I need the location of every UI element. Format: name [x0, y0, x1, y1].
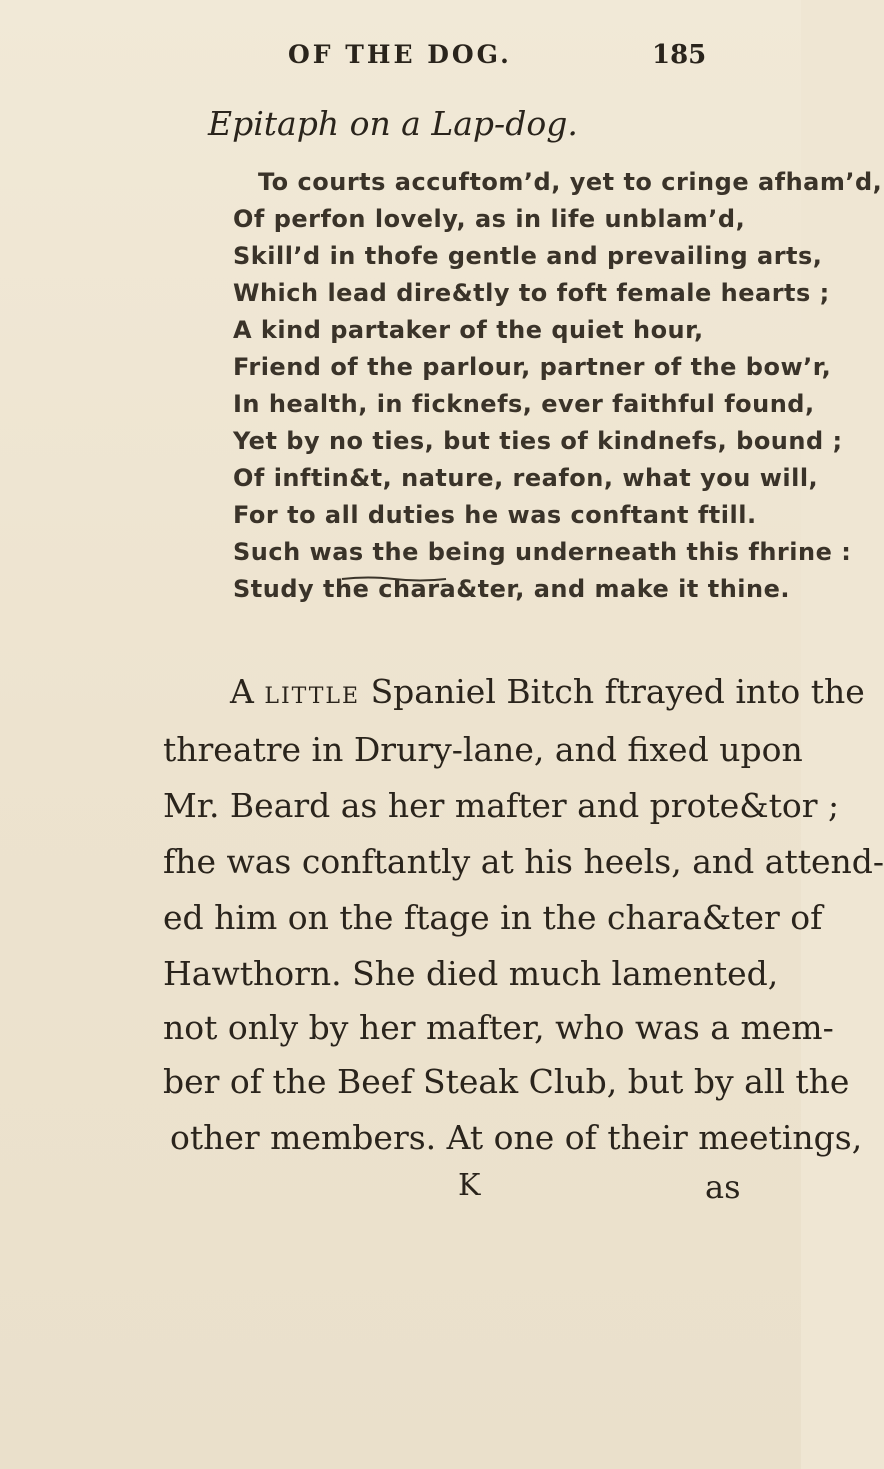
poem-line: To courts accuftom’d, yet to cringe afham’d, — [258, 168, 883, 196]
prose-line: not only by her mafter, who was a mem- — [163, 1008, 834, 1047]
signature-mark: K — [458, 1168, 481, 1203]
prose-line: other members. At one of their meetings, — [170, 1118, 863, 1157]
poem-line: Which lead dire&tly to foft female hearts ; — [233, 279, 830, 307]
poem-line: Skill’d in thofe gentle and prevailing arts, — [233, 242, 823, 270]
prose-line-first — [230, 672, 865, 711]
prose-line: Mr. Beard as her mafter and prote&tor ; — [163, 786, 840, 825]
poem-line: In health, in ficknefs, ever faithful found, — [233, 390, 815, 418]
page-number: 185 — [652, 40, 707, 70]
section-divider-rule — [342, 576, 446, 582]
prose-line: threatre in Drury-lane, and fixed upon — [163, 730, 803, 769]
poem-title: Epitaph on a Lap-dog. — [208, 104, 578, 143]
running-head: OF THE DOG. — [288, 40, 512, 69]
poem-line: Of inftin&t, nature, reafon, what you will, — [233, 464, 819, 492]
poem-line: For to all duties he was conftant ftill. — [233, 501, 757, 529]
prose-initial-word: A — [230, 672, 254, 711]
prose-line: ber of the Beef Steak Club, but by all the — [163, 1062, 850, 1101]
poem-line: Study the chara&ter, and make it thine. — [233, 575, 791, 603]
poem-line: A kind partaker of the quiet hour, — [233, 316, 704, 344]
poem-line: Friend of the parlour, partner of the bow’r, — [233, 353, 832, 381]
prose-line: fhe was conftantly at his heels, and attend- — [163, 842, 884, 881]
poem-line: Such was the being underneath this fhrine : — [233, 538, 852, 566]
poem-line: Of perfon lovely, as in life unblam’d, — [233, 205, 746, 233]
prose-line: Hawthorn. She died much lamented, — [163, 954, 779, 993]
prose-line: ed him on the ftage in the chara&ter of — [163, 898, 823, 937]
poem-line: Yet by no ties, but ties of kindnefs, bound ; — [233, 427, 843, 455]
prose-small-caps-word: LITTLE — [264, 684, 361, 709]
catchword: as — [705, 1168, 741, 1206]
prose-first-line-text: Spaniel Bitch ftrayed into the — [370, 672, 865, 711]
